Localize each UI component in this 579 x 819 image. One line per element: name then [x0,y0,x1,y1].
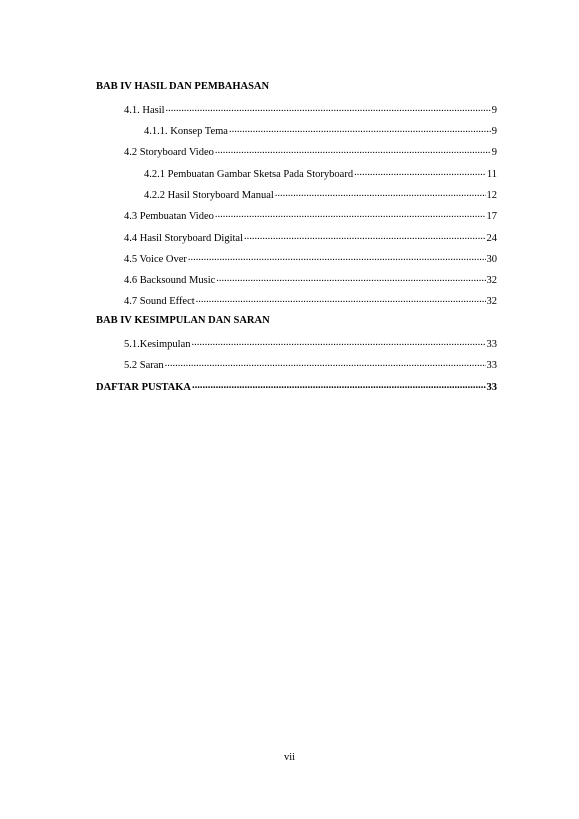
toc-entry-title: 4.2.1 Pembuatan Gambar Sketsa Pada Storyboard [144,168,354,180]
toc-entry-title: 4.2 Storyboard Video [124,147,214,159]
toc-entry-title: 4.2.2 Hasil Storyboard Manual [144,189,274,201]
dot-leader [216,273,485,284]
toc-entry[interactable] [96,166,497,187]
toc-entry[interactable] [96,230,497,251]
toc-entry-title: 4.3 Pembuatan Video [124,211,214,223]
toc-entry-title: 4.6 Backsound Music [124,275,216,287]
toc-entry[interactable] [96,145,497,166]
dot-leader [192,337,486,348]
dot-leader [354,166,486,177]
dot-leader [244,230,486,241]
toc-entry[interactable] [96,379,497,400]
dot-leader [229,124,491,135]
dot-leader [166,102,491,113]
toc-entry-title: 4.4 Hasil Storyboard Digital [124,232,243,244]
toc-entry-page-number: 9 [491,147,497,159]
dot-leader [188,251,486,262]
toc-entry[interactable] [96,124,497,145]
toc-entry[interactable] [96,358,497,379]
dot-leader [215,145,491,156]
toc-entry-title: 5.1.Kesimpulan [124,339,191,351]
toc-entry[interactable] [96,337,497,358]
table-of-contents [96,81,497,400]
toc-entry-page-number: 9 [491,104,497,116]
toc-entry[interactable] [96,273,497,294]
toc-entry-title: 5.2 Saran [124,360,164,372]
toc-entry-page-number: 32 [486,296,497,308]
toc-entry-page-number: 33 [486,339,497,351]
toc-chapter-heading [96,315,497,336]
toc-entry-page-number: 12 [486,189,497,201]
dot-leader [275,187,486,198]
toc-entry[interactable] [96,209,497,230]
toc-entry[interactable] [96,102,497,123]
toc-entry-page-number: 32 [486,275,497,287]
toc-entry-title: DAFTAR PUSTAKA [96,381,191,393]
dot-leader [165,358,486,369]
toc-entry-title: BAB IV KESIMPULAN DAN SARAN [96,315,270,327]
toc-entry-title: 4.5 Voice Over [124,253,187,265]
toc-entry[interactable] [96,187,497,208]
toc-entry-page-number: 11 [486,168,497,180]
toc-entry-page-number: 9 [491,126,497,138]
toc-entry[interactable] [96,251,497,272]
page-number: vii [283,752,296,763]
toc-entry-page-number: 17 [486,211,497,223]
toc-entry-page-number: 24 [486,232,497,244]
toc-entry-title: 4.1. Hasil [124,104,165,116]
toc-entry-page-number: 33 [486,381,497,393]
toc-chapter-heading [96,81,497,102]
toc-entry[interactable] [96,294,497,315]
toc-entry-title: BAB IV HASIL DAN PEMBAHASAN [96,81,270,92]
dot-leader [215,209,486,220]
toc-entry-title: 4.1.1. Konsep Tema [144,126,228,138]
dot-leader [192,379,486,390]
toc-entry-title: 4.7 Sound Effect [124,296,195,308]
dot-leader [196,294,486,305]
toc-entry-page-number: 33 [486,360,497,372]
toc-entry-page-number: 30 [486,253,497,265]
